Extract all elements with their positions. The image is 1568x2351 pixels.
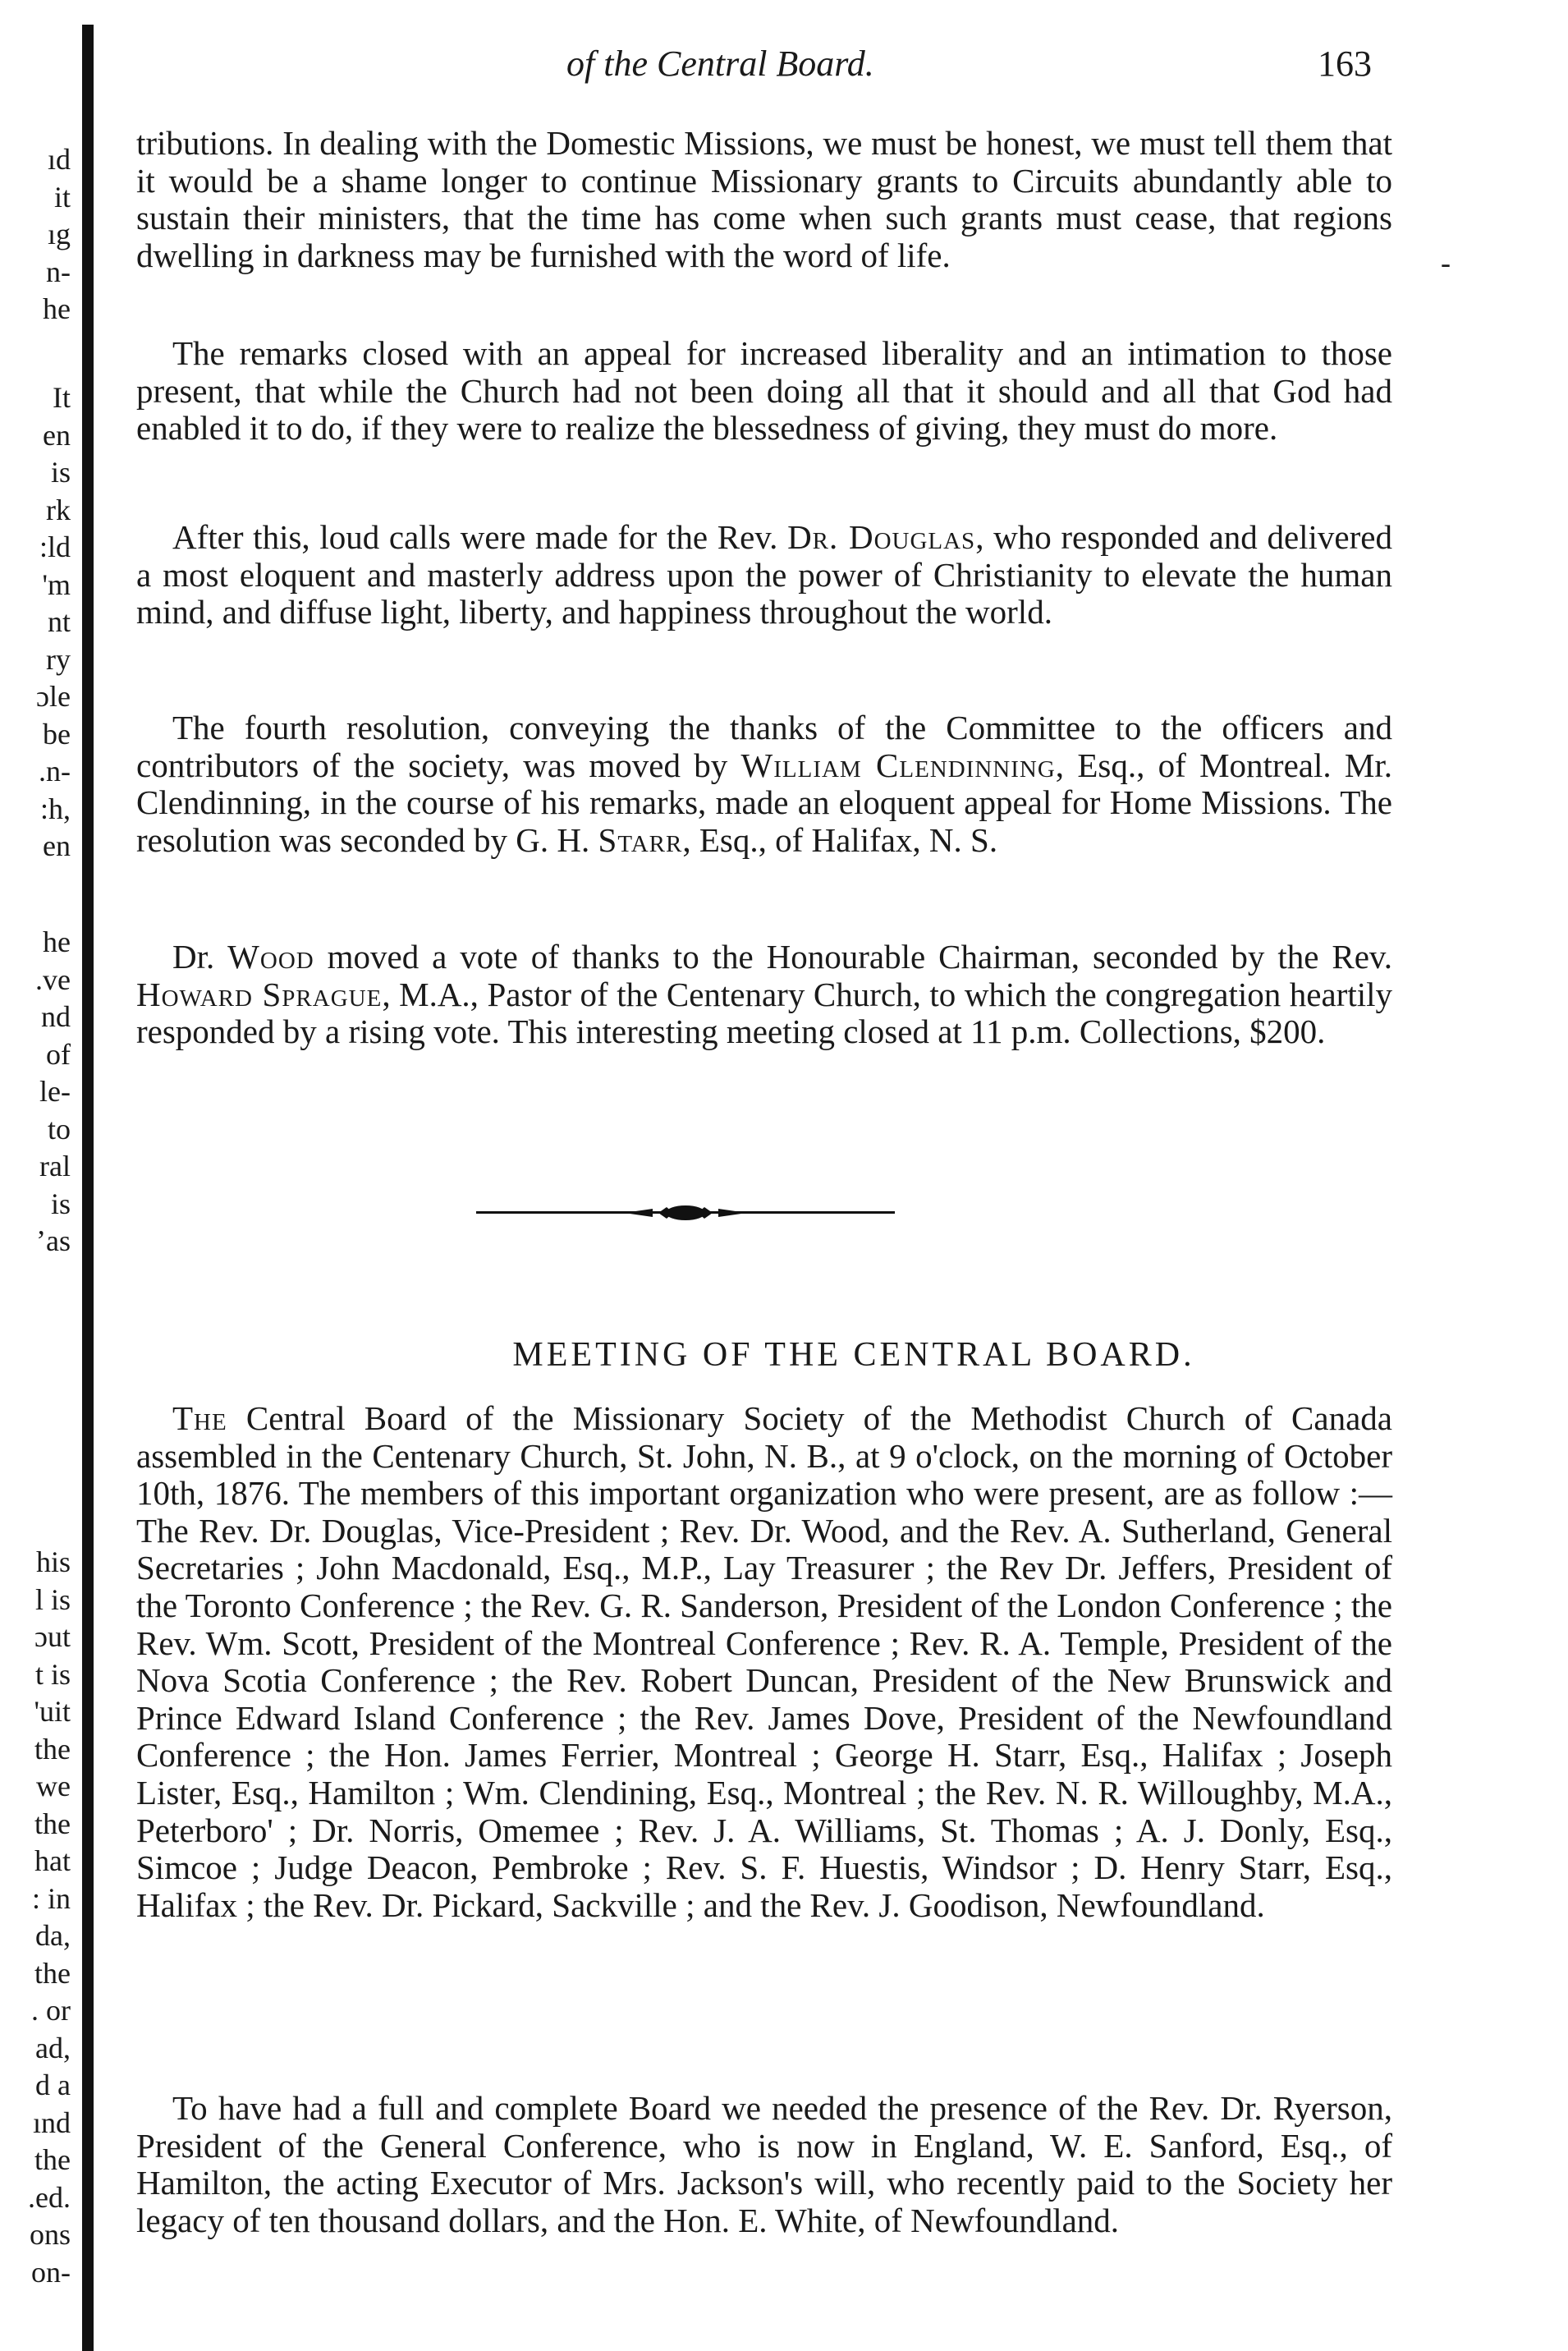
person-name: Dr. Douglas [787,518,976,556]
paragraph-text: The Central Board of the Missionary Society of the Methodist Church of Canada assembled in the Centenary Church, St. John, N. B., at 9 o'clock, on the morning of October 10th, 1876. The members of this important organization who were present, are as follow :—The Rev. Dr. Douglas, Vice-President ; Rev. Dr. Wood, and the Rev. A. Sutherland, General Secretaries ; John Macdonald, Esq., M.P., Lay Treasurer ; the Rev Dr. Jeffers, President of the Toronto Conference ; the Rev. G. R. Sanderson, President of the London Conference ; the Rev. Wm. Scott, President of the Montreal Conference ; Rev. R. A. Temple, President of the Nova Scotia Conference ; the Rev. Robert Duncan, President of the New Brunswick and Prince Edward Island Conference ; the Rev. James Dove, President of the Newfoundland Conference ; the Hon. James Ferrier, Montreal ; George H. Starr, Esq., Halifax ; Joseph Lister, Esq., Hamilton ; Wm. Clendining, Esq., Montreal ; the Rev. N. R. Willoughby, M.A., Peterboro' ; Dr. Norris, Omemee ; Rev. J. A. Williams, St. Thomas ; A. J. Donly, Esq., Simcoe ; Judge Deacon, Pembroke ; Rev. S. F. Huestis, Windsor ; D. Henry Starr, Esq., Halifax ; the Rev. Dr. Pickard, Sackville ; and the Rev. J. Goodison, Newfoundland. [136,1399,1392,1924]
fragment-line: en [43,418,71,452]
fragment-line: ons [29,2218,71,2251]
fragment-line: 'uit [34,1695,71,1728]
fragment-line: .ve [35,962,71,996]
fragment-line: is [50,1187,71,1220]
fragment-line: be [43,717,71,751]
fragment-group [0,924,82,1260]
page-header [0,39,1568,89]
fragment-line: ry [46,642,71,676]
fragment-line: of [46,1037,71,1071]
paragraph-text: The fourth resolution, conveying the thanks of the Committee to the officers and contributors of the society, was moved by William Clendinning, Esq., of Montreal. Mr. Clendinning, in the course of his remarks, made an eloquent appeal for Home Missions. The resolution was seconded by G. H. Starr, Esq., of Halifax, N. S. [136,709,1392,859]
fragment-line: is [50,456,71,489]
fragment-line: .n- [39,755,71,787]
fragment-line: ʼas [36,1224,71,1257]
fragment-line: nd [41,1000,71,1033]
drop-word: The [172,1399,227,1437]
person-name: William Clendinning [740,746,1056,784]
fragment-line: :h, [39,792,71,825]
paragraph-2 [136,335,1392,448]
fragment-line: ıd [47,143,71,176]
paragraph-7 [136,2090,1392,2239]
fragment-line: It [53,381,71,414]
fragment-line: ad, [35,2031,71,2064]
fragment-line: t is [34,1657,71,1691]
page-number: 163 [1318,44,1372,84]
fragment-line: nt [47,605,71,638]
fragment-line: en [43,829,71,862]
fragment-line: le- [39,1075,71,1108]
fragment-line: he [43,292,71,325]
fragment-line: the [34,2143,71,2176]
paragraph-6 [136,1400,1392,1924]
fragment-line: ɔle [36,680,71,713]
fragment-line: ɔut [34,1620,71,1653]
fragment-group [0,141,82,328]
binding-gutter [82,25,94,2351]
fragment-line: : in [31,1881,71,1915]
paragraph-1 [136,125,1392,274]
fragment-line: the [34,1956,71,1990]
paragraph-text: The remarks closed with an appeal for increased liberality and an intimation to those present, that while the Church had not been doing all that it should and all that God had enabled it to do, if they were to realize the blessedness of giving, they must do more. [136,334,1392,448]
paragraph-4 [136,709,1392,859]
fragment-group [0,379,82,866]
fragment-line: . or [31,1994,71,2027]
paragraph-text: After this, loud calls were made for the Rev. Dr. Douglas, who responded and delivered a most eloquent and masterly address upon the power of Christianity to elevate the human mind, and diffuse light, liberty, and happiness throughout the world. [136,518,1392,631]
fragment-line: it [53,180,71,214]
person-name: Howard Sprague [136,975,383,1013]
fragment-line: da, [35,1919,71,1952]
fragment-group [0,1544,82,2291]
fragment-line: the [34,1732,71,1766]
person-name: Wood [227,938,314,976]
fragment-line: his [35,1545,71,1578]
paragraph-5 [136,939,1392,1051]
fragment-line: l is [34,1582,71,1616]
fragment-line: .ed. [28,2180,71,2214]
fragment-line: we [36,1770,71,1802]
fragment-line: rk [46,493,71,526]
paragraph-text: To have had a full and complete Board we needed the presence of the Rev. Dr. Ryerson, President of the General Conference, who is now in England, W. E. Sanford, Esq., of Hamilton, the acting Executor of Mrs. Jackson's will, who recently paid to the Society her legacy of ten thousand dollars, and the Hon. E. White, of Newfoundland. [136,2089,1392,2239]
paragraph-text: Dr. Wood moved a vote of thanks to the Honourable Chairman, seconded by the Rev. Howard Sprague, M.A., Pastor of the Centenary Church, to which the congregation heartily responded by a rising vote. This interesting meeting closed at 11 p.m. Collections, $200. [136,938,1392,1051]
person-name: Starr [598,820,683,859]
fragment-line: n- [46,255,71,288]
fragment-line: on- [31,2255,71,2289]
fragment-line: 'm [42,567,71,601]
fragment-line: d a [35,2069,71,2101]
fragment-line: the [34,1807,71,1840]
fragment-line: ral [39,1150,71,1182]
fragment-line: ınd [32,2105,71,2139]
paragraph-3 [136,519,1392,631]
paragraph-text: tributions. In dealing with the Domestic Missions, we must be honest, we must tell them that it would be a shame longer to continue Missionary grants to Circuits abundantly able to sustain their ministers, that the time has come when such grants must cease, that regions dwelling in darkness may be furnished with the word of life. [136,124,1392,274]
fragment-line: ıg [47,218,71,250]
fragment-line: :ld [39,530,71,563]
section-heading: MEETING OF THE CENTRAL BOARD. [512,1336,1195,1374]
ornamental-divider [476,1201,895,1225]
fragment-line: hat [34,1844,71,1877]
margin-mark: - [1441,246,1451,279]
fragment-line: he [43,925,71,958]
fragment-line: to [47,1112,71,1146]
running-head: of the Central Board. [566,44,874,84]
